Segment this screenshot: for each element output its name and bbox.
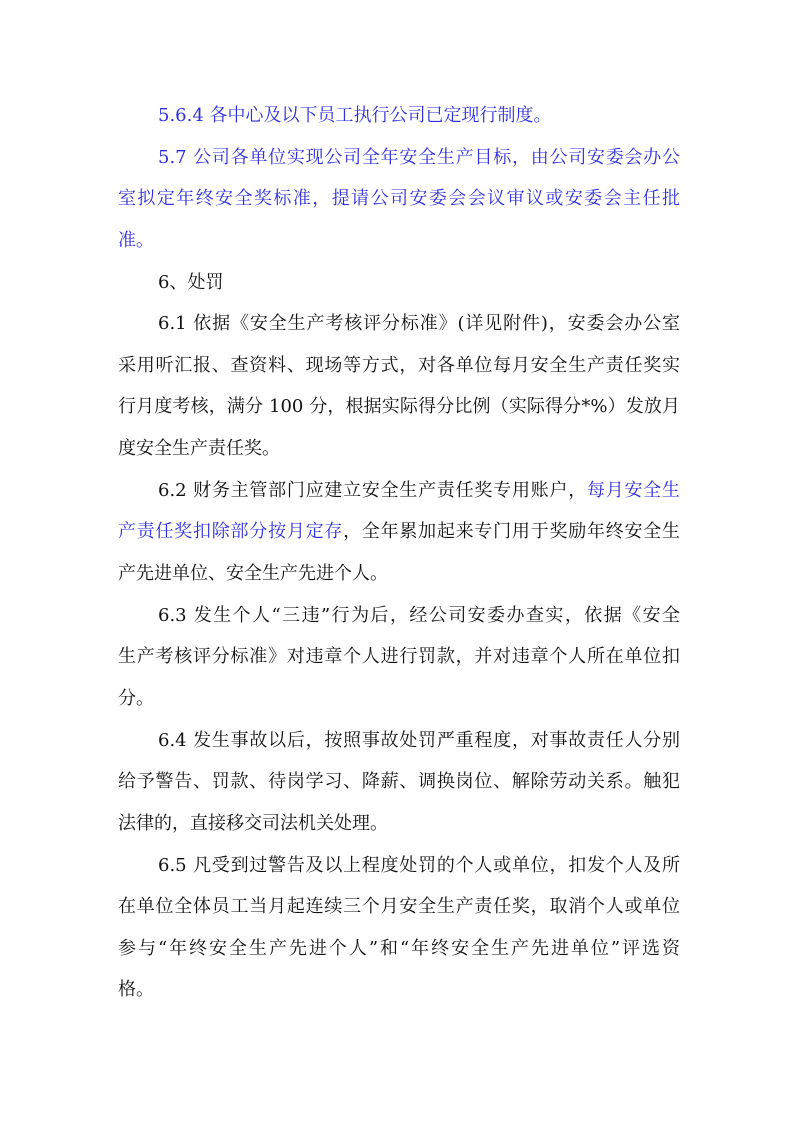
- section-heading-penalties: 6、处罚: [158, 272, 224, 293]
- clause-6-5-line: 6.5 凡受到过警告及以上程度处罚的个人或单位，扣发个人及所: [158, 855, 680, 876]
- clause-6-2-line: [158, 470, 680, 512]
- clause-6-5-line: 参与“年终安全生产先进个人”和“年终安全生产先进单位”评选资: [118, 938, 680, 959]
- clause-6-2-text: ，全年累加起来专门用于奖励年终安全生: [343, 521, 681, 542]
- clause-6-2-highlight: 产责任奖扣除部分按月定存: [118, 521, 344, 542]
- clause-6-2-text: 6.2 财务主管部门应建立安全生产责任奖专用账户，: [158, 480, 587, 501]
- clause-5-7-line: 室拟定年终安全奖标准，提请公司安委会会议审议或安委会主任批: [118, 188, 680, 209]
- clause-6-1-line: 度安全生产责任奖。: [118, 438, 280, 459]
- clause-6-5-line: 在单位全体员工当月起连续三个月安全生产责任奖，取消个人或单位: [118, 896, 680, 917]
- clause-6-4-line: 给予警告、罚款、待岗学习、降薪、调换岗位、解除劳动关系。触犯: [118, 771, 680, 792]
- clause-6-1-line: 6.1 依据《安全生产考核评分标准》(详见附件)，安委会办公室: [158, 313, 680, 334]
- clause-6-3-line: 生产考核评分标准》对违章个人进行罚款，并对违章个人所在单位扣: [118, 646, 680, 667]
- clause-6-3-line: 6.3 发生个人“三违”行为后，经公司安委办查实，依据《安全: [158, 605, 680, 626]
- clause-6-3-line: 分。: [118, 688, 154, 709]
- clause-6-2-line: 产先进单位、安全生产先进个人。: [118, 563, 388, 584]
- clause-6-4-line: 6.4 发生事故以后，按照事故处罚严重程度，对事故责任人分别: [158, 730, 680, 751]
- clause-6-5-line: 格。: [118, 979, 154, 1000]
- clause-6-2-line: [118, 511, 680, 553]
- clause-6-4-line: 法律的，直接移交司法机关处理。: [118, 813, 388, 834]
- clause-5-6-4: 5.6.4 各中心及以下员工执行公司已定现行制度。: [158, 105, 552, 126]
- clause-5-7-line: 准。: [118, 230, 154, 251]
- clause-6-1-line: 行月度考核，满分 100 分，根据实际得分比例（实际得分*%）发放月: [118, 396, 680, 417]
- clause-6-2-highlight: 每月安全生: [586, 480, 680, 501]
- clause-6-1-line: 采用听汇报、查资料、现场等方式，对各单位每月安全生产责任奖实: [118, 355, 680, 376]
- clause-5-7-line: 5.7 公司各单位实现公司全年安全生产目标，由公司安委会办公: [158, 147, 680, 168]
